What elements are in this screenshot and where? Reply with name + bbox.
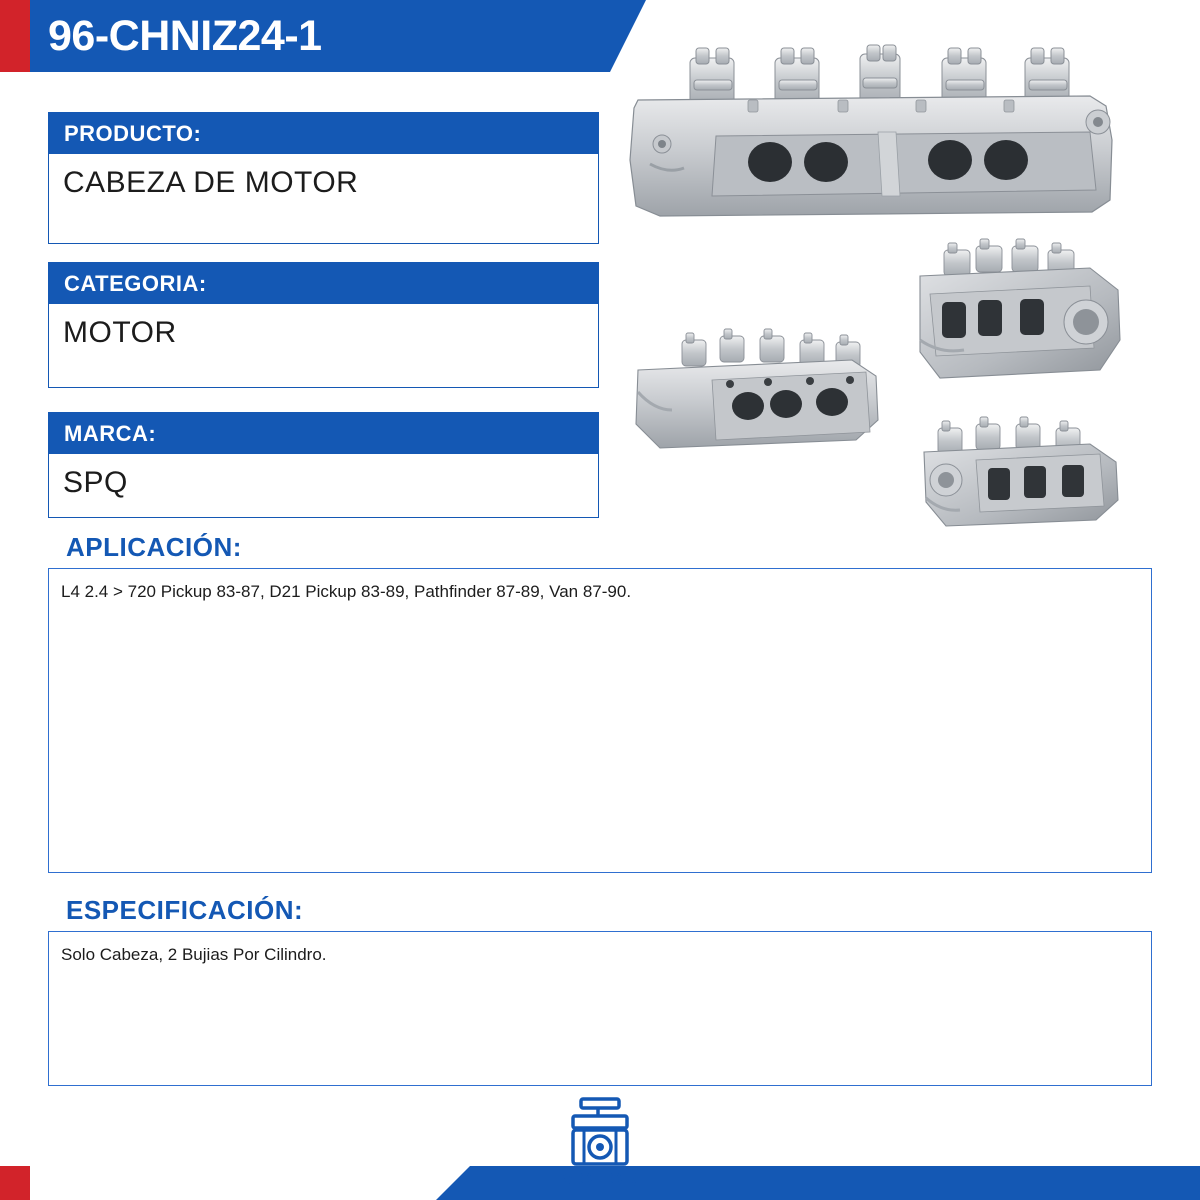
field-categoria [48,262,599,388]
photo-main [630,45,1112,216]
aplicacion-text: L4 2.4 > 720 Pickup 83-87, D21 Pickup 83-89, Pathfinder 87-89, Van 87-90. [48,568,1152,873]
especificacion-title: ESPECIFICACIÓN: [66,895,304,925]
header-red-accent [0,0,30,72]
field-marca-value: SPQ [48,454,599,518]
field-categoria-value: MOTOR [48,304,599,388]
field-producto [48,112,599,244]
photo-third [636,329,878,448]
product-photo-area [620,40,1180,530]
aplicacion-title: APLICACIÓN: [66,532,242,562]
field-categoria-label: CATEGORIA: [48,262,599,304]
cylinder-head-images [620,40,1180,530]
photo-second [920,239,1120,378]
footer-red-accent [0,1166,30,1200]
field-producto-label: PRODUCTO: [48,112,599,154]
photo-fourth [924,417,1118,526]
piston-icon [500,1096,700,1168]
footer-logo-label: MOTOR [559,1170,641,1191]
field-marca [48,412,599,518]
footer-logo [500,1096,700,1192]
field-producto-value: CABEZA DE MOTOR [48,154,599,244]
especificacion-text: Solo Cabeza, 2 Bujias Por Cilindro. [48,931,1152,1086]
field-marca-label: MARCA: [48,412,599,454]
part-number-title: 96-CHNIZ24-1 [48,12,322,60]
